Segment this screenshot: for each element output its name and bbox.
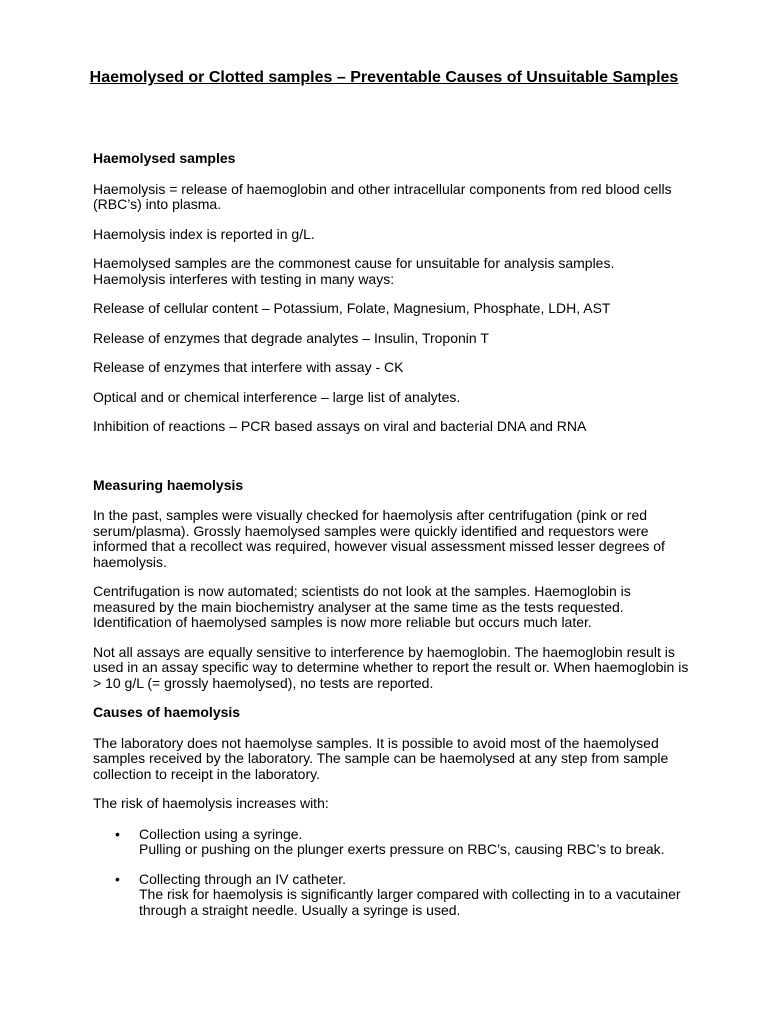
page-title: Haemolysed or Clotted samples – Preventable Causes of Unsuitable Samples: [89, 69, 679, 86]
paragraph: Release of enzymes that degrade analytes – Insulin, Troponin T: [93, 329, 489, 346]
bullet-marker: •: [115, 825, 120, 842]
paragraph: Release of cellular content – Potassium, Folate, Magnesium, Phosphate, LDH, AST: [93, 300, 611, 316]
paragraph: Release of enzymes that interfere with assay - CK: [93, 359, 404, 375]
bullet-marker: •: [115, 870, 120, 887]
section-heading-causes: Causes of haemolysis: [93, 704, 241, 720]
bullet-detail: Pulling or pushing on the plunger exerts pressure on RBC’s, causing RBC’s to break.: [139, 841, 665, 857]
bullet-item: [93, 872, 690, 888]
paragraph: The laboratory does not haemolyse samples. It is possible to avoid most of the haemolysed samples received by the laboratory. The sample can be haemolysed at any step from sample collection to receipt in the laboratory.: [93, 734, 669, 782]
paragraph: Inhibition of reactions – PCR based assays on viral and bacterial DNA and RNA: [93, 418, 587, 434]
bullet-label: Collection using a syringe.: [139, 825, 303, 842]
bullet-item: [93, 827, 690, 843]
section-heading-haemolysed: Haemolysed samples: [93, 150, 236, 166]
paragraph: The risk of haemolysis increases with:: [93, 795, 329, 811]
paragraph: In the past, samples were visually checked for haemolysis after centrifugation (pink or red serum/plasma). Grossly haemolysed samples were quickly identified and requestors were informed that a recollect was required, however visual assessment missed lesser degrees of haemolysis.: [93, 507, 665, 570]
bullet-detail: The risk for haemolysis is significantly larger compared with collecting in to a vacutainer through a straight needle. Usually a syringe is used.: [139, 886, 681, 918]
bullet-label: Collecting through an IV catheter.: [139, 870, 347, 887]
paragraph: Centrifugation is now automated; scientists do not look at the samples. Haemoglobin is measured by the main biochemistry analyser at the same time as the tests requested. Identification of haemolysed samples is now more reliable but occurs much later.: [93, 583, 631, 630]
paragraph: Haemolysis = release of haemoglobin and other intracellular components from red blood cells (RBC’s) into plasma.: [93, 180, 672, 212]
paragraph: Haemolysis index is reported in g/L.: [93, 225, 315, 242]
document-body: [93, 151, 690, 918]
paragraph: Haemolysed samples are the commonest cause for unsuitable for analysis samples. Haemolysis interferes with testing in many ways:: [93, 255, 615, 287]
paragraph: Optical and or chemical interference – large list of analytes.: [93, 388, 461, 405]
paragraph: Not all assays are equally sensitive to interference by haemoglobin. The haemoglobin result is used in an assay specific way to determine whether to report the result or. When haemoglobin is > 10 g/L (= grossly haemolysed), no tests are reported.: [93, 643, 689, 691]
section-heading-measuring: Measuring haemolysis: [93, 476, 244, 493]
